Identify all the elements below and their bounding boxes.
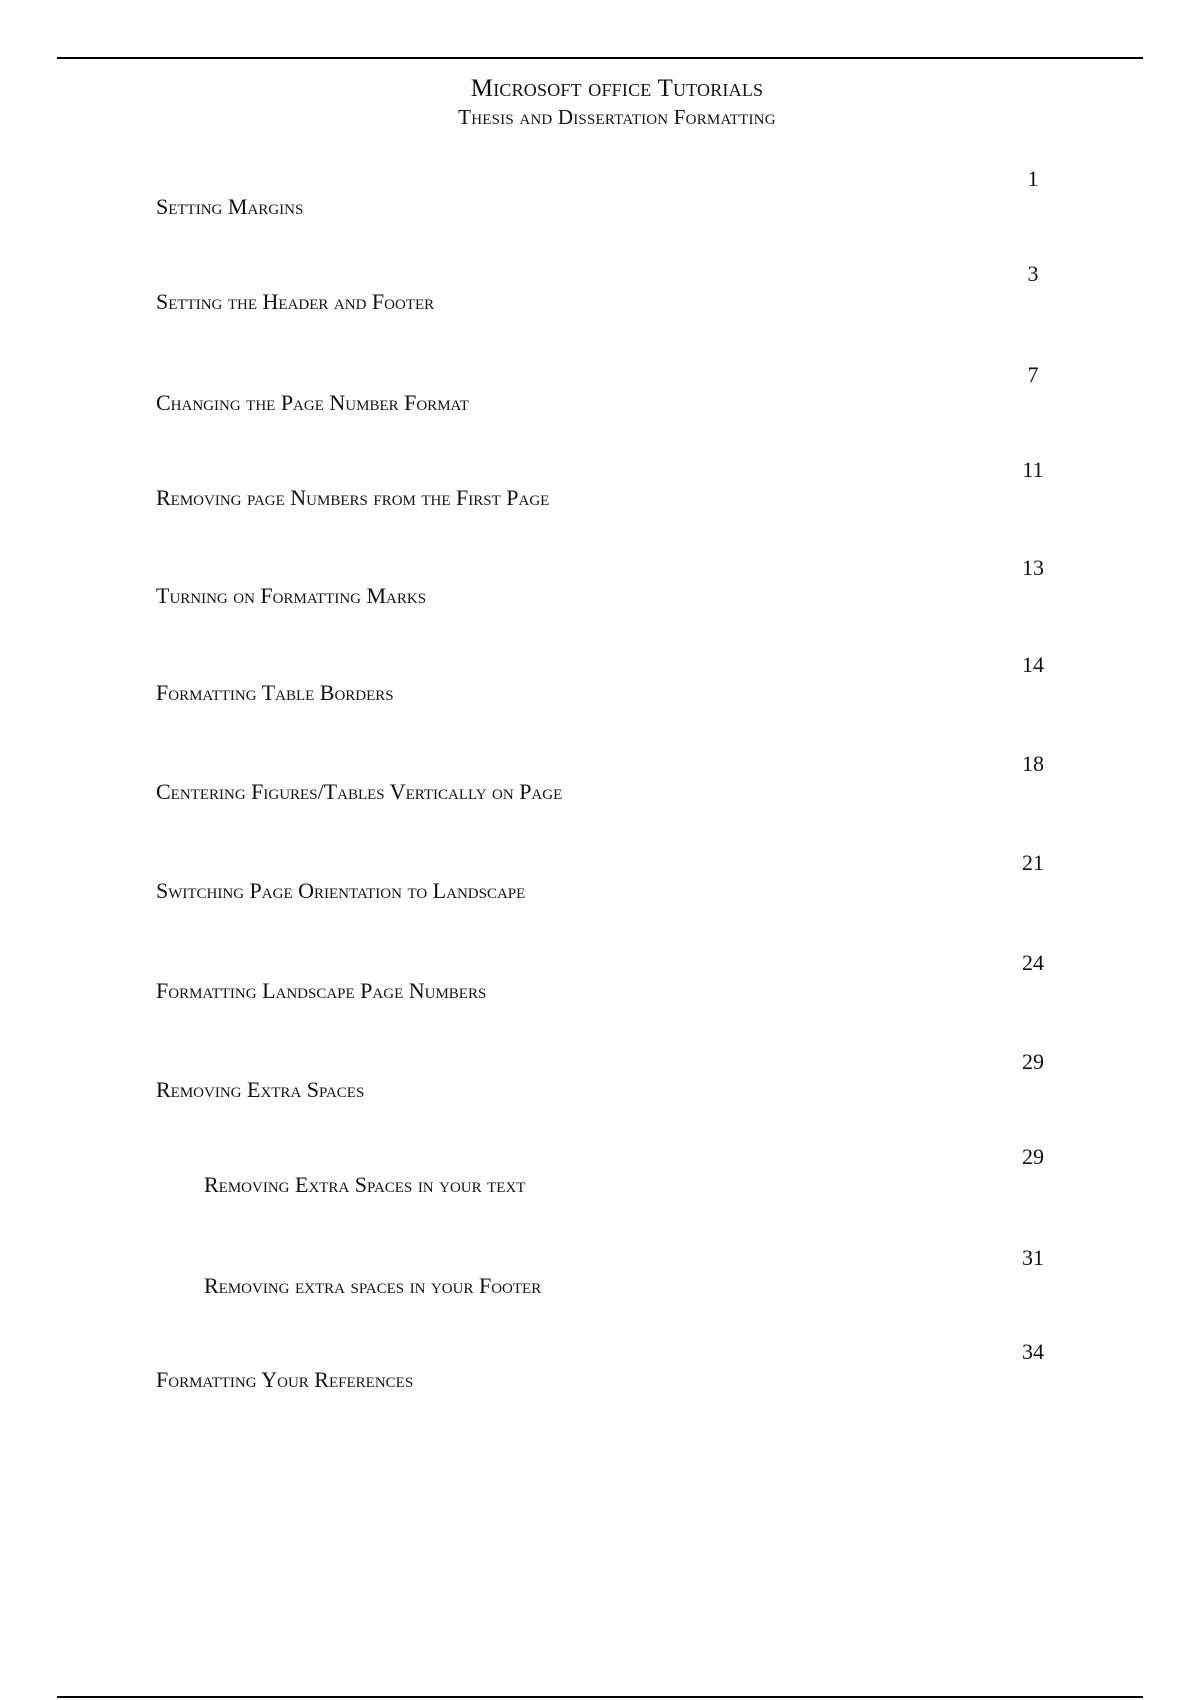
toc-entry-label: Centering Figures/Tables Vertically on Page: [156, 779, 563, 804]
toc-entry-extra-spaces-footer[interactable]: [0, 1245, 1200, 1305]
toc-entry-header-footer[interactable]: [0, 261, 1200, 321]
toc-page-number: 14: [1022, 652, 1044, 677]
toc-page-number: 13: [1022, 555, 1044, 580]
toc-entry-centering-figures[interactable]: [0, 751, 1200, 811]
toc-entry-landscape-orientation[interactable]: [0, 850, 1200, 910]
toc-page-number: 11: [1022, 457, 1044, 482]
toc-entry-label: Setting Margins: [156, 194, 304, 219]
toc-page-number: 1: [1027, 166, 1039, 191]
toc-page-number: 21: [1022, 850, 1044, 875]
toc-entry-label: Formatting Table Borders: [156, 680, 394, 705]
toc-entry-label: Changing the Page Number Format: [156, 390, 469, 415]
document-title: Microsoft office Tutorials: [470, 75, 764, 102]
document-subtitle: Thesis and Dissertation Formatting: [458, 105, 776, 129]
toc-entry-formatting-marks[interactable]: [0, 555, 1200, 615]
toc-entry-label: Formatting Landscape Page Numbers: [156, 978, 487, 1003]
toc-entry-landscape-page-numbers[interactable]: [0, 950, 1200, 1010]
toc-page-number: 29: [1022, 1144, 1044, 1169]
toc-page-number: 34: [1022, 1339, 1044, 1364]
bottom-rule: [57, 1696, 1143, 1698]
toc-entry-removing-first-page-numbers[interactable]: [0, 457, 1200, 517]
toc-entry-references[interactable]: [0, 1339, 1200, 1399]
toc-entry-extra-spaces-text[interactable]: [0, 1144, 1200, 1204]
toc-entry-label: Formatting Your References: [156, 1367, 414, 1392]
toc-page-number: 29: [1022, 1049, 1044, 1074]
toc-entry-label: Removing extra spaces in your Footer: [204, 1273, 542, 1298]
toc-entry-table-borders[interactable]: [0, 652, 1200, 712]
toc-entry-label: Removing page Numbers from the First Page: [156, 485, 550, 510]
toc-entry-label: Switching Page Orientation to Landscape: [156, 878, 526, 903]
toc-entry-page-number-format[interactable]: [0, 362, 1200, 422]
toc-entry-label: Removing Extra Spaces in your text: [204, 1172, 526, 1197]
toc-entry-removing-extra-spaces[interactable]: [0, 1049, 1200, 1109]
toc-page-number: 7: [1027, 362, 1039, 387]
toc-entry-label: Removing Extra Spaces: [156, 1077, 365, 1102]
toc-page-number: 3: [1027, 261, 1039, 286]
toc-page-number: 24: [1022, 950, 1044, 975]
toc-page-number: 18: [1022, 751, 1044, 776]
toc-page-number: 31: [1022, 1245, 1044, 1270]
toc-entry-setting-margins[interactable]: [0, 166, 1200, 226]
toc-entry-label: Setting the Header and Footer: [156, 289, 435, 314]
toc-entry-label: Turning on Formatting Marks: [156, 583, 427, 608]
